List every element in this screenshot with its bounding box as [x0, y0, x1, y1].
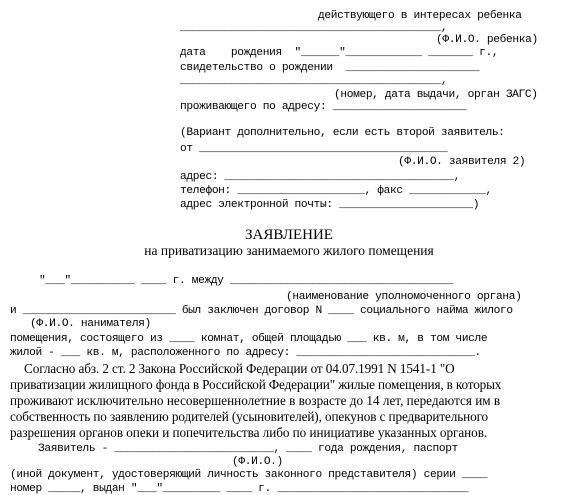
- header-caption-child-name: (Ф.И.О. ребенка): [436, 34, 538, 46]
- paragraph-line-1: Согласно абз. 2 ст. 2 Закона Российской Федерации от 04.07.1991 N 1541-1 "О: [24, 361, 455, 376]
- header-line-applicant2: от _______________________________________: [180, 143, 448, 155]
- header-line-birth-certificate: свидетельство о рождении _____________________: [180, 62, 480, 74]
- body-line-living-area: жилой - ___ кв. м, расположенного по адресу: ____________________________.: [10, 347, 481, 359]
- header-caption-applicant2: (Ф.И.О. заявителя 2): [398, 156, 526, 168]
- paragraph-line-2: приватизации жилищного фонда в Российской Федерации" жилые помещения, в которых: [10, 377, 502, 392]
- header-line-child-name-blank: _________________________________________,: [180, 22, 448, 34]
- tail-line-number-issued: номер _____, выдан "___"_________ ____ г. ______________________________: [10, 483, 469, 495]
- paragraph-line-5: разрешения органов опеки и попечительства либо по инициативе указанных органов.: [10, 425, 488, 440]
- body-caption-tenant: (Ф.И.О. нанимателя): [30, 318, 151, 330]
- body-line-rooms-area: помещения, состоящего из ____ комнат, общей площадью ___ кв. м, в том числе: [10, 333, 488, 345]
- header-line-birth-date: дата рождения "______"____________ _______ г.,: [180, 47, 499, 59]
- document-subtitle: на приватизацию занимаемого жилого помещения: [144, 243, 434, 258]
- header-line-represent-child: действующего в интересах ребенка: [318, 10, 522, 22]
- paragraph-line-4: собственность по заявлению родителей (усыновителей), опекунов с предварительного: [10, 409, 489, 424]
- body-line-date-between: "___"__________ ____ г. между ___________________________________: [39, 275, 453, 287]
- header-line-address: проживающего по адресу: _____________________: [180, 101, 467, 113]
- tail-caption-fio: (Ф.И.О.): [232, 456, 283, 468]
- header-line-variant-note: (Вариант дополнительно, если есть второй заявитель:: [180, 127, 505, 139]
- header-line-certificate-blank: _________________________________________,: [180, 75, 448, 87]
- tail-line-applicant: Заявитель - _________________________, ____ года рождения, паспорт: [38, 443, 458, 455]
- body-caption-authority: (наименование уполномоченного органа): [286, 291, 522, 303]
- header-caption-certificate: (номер, дата выдачи, орган ЗАГС): [334, 89, 538, 101]
- header-line-address2: адрес: ____________________________________,: [180, 171, 460, 183]
- header-line-phone-fax: телефон: ____________________, факс ____________,: [180, 185, 492, 197]
- document-title: ЗАЯВЛЕНИЕ: [245, 227, 333, 243]
- paragraph-line-3: проживают исключительно несовершеннолетние в возрасте до 14 лет, передаются им в: [10, 393, 501, 408]
- body-line-contract: и ________________________ был заключен договор N ____ социального найма жилого: [10, 305, 513, 317]
- tail-line-identity-document: (иной документ, удостоверяющий личность законного представителя) серии ____: [10, 469, 488, 481]
- header-line-email: адрес электронной почты: _____________________): [180, 199, 480, 211]
